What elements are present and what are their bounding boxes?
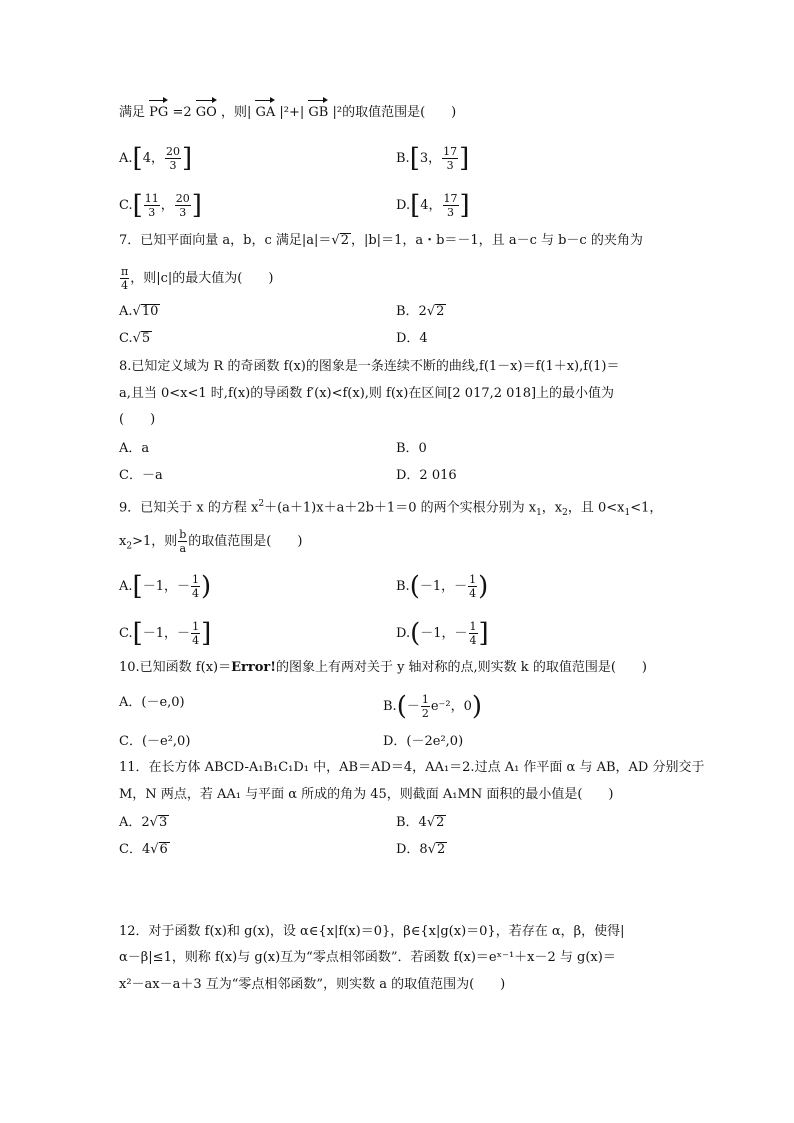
radicand: 10 <box>141 304 159 319</box>
option-label: C. <box>119 331 133 346</box>
sqrt: √6 <box>150 842 168 857</box>
radicand: 2 <box>340 233 349 248</box>
q7-option-c <box>119 329 152 349</box>
option-label: B．2 <box>396 304 427 319</box>
option-left: 4， <box>142 151 164 166</box>
denominator: 2 <box>421 707 429 720</box>
option-label: A．2 <box>119 815 150 830</box>
q9-text-b: ＋(a＋1)x＋a＋2b＋1＝0 的两个实根分别为 x <box>264 500 537 516</box>
q7-line-1 <box>119 231 643 251</box>
separator: ， <box>160 198 174 213</box>
q9-text-c: ，x <box>541 500 563 516</box>
q6-option-c: C.[ $\frac{11}{3}$ ， $\frac{20}{3}$ ] <box>119 190 202 221</box>
sqrt: √2 <box>427 842 446 857</box>
sqrt: √3 <box>149 815 168 830</box>
denominator: 4 <box>191 587 199 600</box>
q9-line-1: 9．已知关于 x 的方程 $x^2+(a+1)x+a+2b+1=0$ 的两个实根分别为 $x_1$，$x_2$，且 $0<x_1<1$， <box>119 499 663 518</box>
fraction-pi-over-4 <box>120 265 129 292</box>
option-mid: －1，－ <box>142 626 191 641</box>
radicand: 2 <box>436 304 445 319</box>
q10-text-b: 的图象上有两对关于 y 轴对称的点,则实数 k 的取值范围是( ) <box>275 660 647 675</box>
denominator: 4 <box>192 634 200 647</box>
vector-go: GO <box>196 100 217 123</box>
q9-line-2: $x_2>1$，则 $\frac{b}{a}$ 的取值范围是( ) <box>119 528 303 555</box>
q7-option-a <box>119 302 160 322</box>
q6-tail: |²的取值范围是( ) <box>332 105 457 120</box>
q10-line-1 <box>119 658 647 678</box>
q10-option-a: A．(－e,0) <box>119 695 185 710</box>
q7-text-a: 7．已知平面向量 a，b，c 满足|a|＝ <box>119 233 332 248</box>
denominator: 3 <box>148 206 156 219</box>
option-label: B. <box>383 699 397 714</box>
q10-text-a: 10.已知函数 f(x)＝ <box>119 660 232 675</box>
numerator: 17 <box>443 145 458 158</box>
q12-line-1: 12．对于函数 f(x)和 g(x)，设 α∈{x|f(x)＝0}，β∈{x|g(x)＝0}，若存在 α，β，使得| <box>119 924 625 939</box>
fraction-b-over-a <box>178 528 187 555</box>
q8-option-d: D．2 016 <box>396 468 457 483</box>
radicand: 2 <box>436 815 445 830</box>
q10-option-d: D．(－2e²,0) <box>383 734 464 749</box>
sqrt: √2 <box>426 304 445 319</box>
q9-option-d: D.(－1，－ $\frac{1}{4}$ ] <box>396 618 489 649</box>
option-label: B. <box>396 151 410 166</box>
option-mid: －1，－ <box>142 579 190 594</box>
sqrt: √10 <box>132 304 159 319</box>
fraction <box>175 192 191 219</box>
q6-stem <box>119 100 456 123</box>
radicand: 2 <box>437 842 446 857</box>
numerator: b <box>179 528 187 541</box>
option-mid: －1，－ <box>420 626 468 641</box>
fraction <box>442 145 458 172</box>
q8-option-c: C．－a <box>119 468 163 483</box>
denominator: 4 <box>469 634 477 647</box>
denominator: 3 <box>447 206 455 219</box>
q8-line-3: ( ) <box>119 412 156 427</box>
option-label: A. <box>119 151 133 166</box>
q7-option-b <box>396 302 446 322</box>
q9-option-c: C.[－1，－ $\frac{1}{4}$ ] <box>119 618 212 649</box>
option-tail: e⁻²，0 <box>430 699 472 714</box>
fraction <box>421 693 430 720</box>
q9-text-h: 的取值范围是( ) <box>188 534 303 549</box>
numerator: 11 <box>144 192 159 205</box>
q12-line-2: α－β|≤1，则称 f(x)与 g(x)互为“零点相邻函数”．若函数 f(x)＝eˣ⁻¹＋x－2 与 g(x)＝ <box>119 950 616 965</box>
q8-option-a: A．a <box>119 441 150 456</box>
q10-option-b: B.(－ $\frac{1}{2}$ e⁻²，0) <box>383 691 483 722</box>
q9-text-d: ，且 0<x <box>567 500 625 516</box>
minus-sign: － <box>406 699 420 714</box>
fraction <box>468 573 477 600</box>
fraction <box>469 620 478 647</box>
q12-line-3: x²－ax－a＋3 互为“零点相邻函数”，则实数 a 的取值范围为( ) <box>119 977 506 992</box>
q7-text-b: ，|b|＝1，a・b＝－1，且 a－c 与 b－c 的夹角为 <box>350 233 643 248</box>
option-label: C. <box>119 198 133 213</box>
option-mid: －1，－ <box>419 579 468 594</box>
option-label: C. <box>119 626 133 641</box>
fraction <box>191 573 200 600</box>
numerator: 17 <box>443 192 458 205</box>
fraction <box>443 192 459 219</box>
denominator: 3 <box>169 159 177 172</box>
radicand: 3 <box>158 815 168 830</box>
q9-text-g: >1，则 <box>132 534 178 549</box>
sqrt: √2 <box>331 233 349 248</box>
numerator: π <box>121 265 129 278</box>
numerator: 1 <box>191 573 199 586</box>
q11-option-d <box>396 840 447 860</box>
q7-line-2 <box>119 265 273 292</box>
q8-line-2: a,且当 0<x<1 时,f(x)的导函数 f′(x)<f(x),则 f(x)在区间[2 017,2 018]上的最小值为 <box>119 386 615 401</box>
q6-mid-c: |²+| <box>279 105 305 120</box>
option-label: D. <box>396 198 411 213</box>
option-label: A. <box>119 304 133 319</box>
numerator: 1 <box>469 573 477 586</box>
q8-option-b: B．0 <box>396 441 427 456</box>
q9-option-a: A.[－1，－ $\frac{1}{4}$ ) <box>119 571 212 602</box>
denominator: 4 <box>469 587 477 600</box>
q11-option-c <box>119 840 170 860</box>
option-label: C．4 <box>119 842 151 857</box>
option-label: D. <box>396 626 411 641</box>
q8-line-1: 8.已知定义域为 R 的奇函数 f(x)的图象是一条连续不断的曲线,f(1－x)＝f(1＋x),f(1)＝ <box>119 359 620 374</box>
q9-text-e: <1， <box>630 500 663 516</box>
q9-text-a: 9．已知关于 x 的方程 x <box>119 500 259 516</box>
denominator: 3 <box>446 159 454 172</box>
fraction <box>191 620 200 647</box>
radicand: 5 <box>141 331 151 346</box>
option-label: B. <box>396 579 410 594</box>
fraction <box>165 145 181 172</box>
q7-option-d: D．4 <box>396 331 428 346</box>
q11-line-2: M，N 两点，若 AA₁ 与平面 α 所成的角为 45，则截面 A₁MN 面积的最小值是( ) <box>119 787 614 802</box>
numerator: 20 <box>165 145 180 158</box>
option-label: A. <box>119 579 133 594</box>
numerator: 20 <box>175 192 190 205</box>
option-label: D．8 <box>396 842 428 857</box>
q11-option-a <box>119 813 169 833</box>
sqrt: √2 <box>426 815 445 830</box>
q6-mid-b: ，则| <box>220 105 252 120</box>
numerator: 1 <box>421 693 429 706</box>
q11-line-1: 11．在长方体 ABCD-A₁B₁C₁D₁ 中，AB＝AD＝4，AA₁＝2.过点 A₁ 作平面 α 与 AB，AD 分别交于 <box>119 760 705 775</box>
fraction <box>144 192 160 219</box>
q6-mid-a: =2 <box>172 105 192 120</box>
numerator: 1 <box>469 620 477 633</box>
q7-text-c: ，则|c|的最大值为( ) <box>130 271 274 286</box>
denominator: a <box>179 542 187 555</box>
denominator: 4 <box>121 279 129 292</box>
option-label: B．4 <box>396 815 427 830</box>
vector-pg: PG <box>149 100 168 123</box>
numerator: 1 <box>192 620 200 633</box>
q6-option-a: A.[4， $\frac{20}{3}$ ] <box>119 143 193 174</box>
q10-option-c: C．(－e²,0) <box>119 734 191 749</box>
error-marker: Error! <box>231 660 276 675</box>
q9-option-b: B.(－1，－ $\frac{1}{4}$ ) <box>396 571 489 602</box>
option-left: 4， <box>420 198 442 213</box>
denominator: 3 <box>179 206 187 219</box>
q11-option-b <box>396 813 446 833</box>
radicand: 6 <box>159 842 168 857</box>
q6-stem-a: 满足 <box>119 105 146 120</box>
q6-option-d: D.[4， $\frac{17}{3}$ ] <box>396 190 470 221</box>
q6-option-b: B.[3， $\frac{17}{3}$ ] <box>396 143 470 174</box>
option-left: 3， <box>419 151 442 166</box>
vector-gb: GB <box>308 100 328 123</box>
q9-text-f: x <box>119 534 127 549</box>
sqrt: √5 <box>132 331 151 346</box>
vector-ga: GA <box>255 100 275 123</box>
